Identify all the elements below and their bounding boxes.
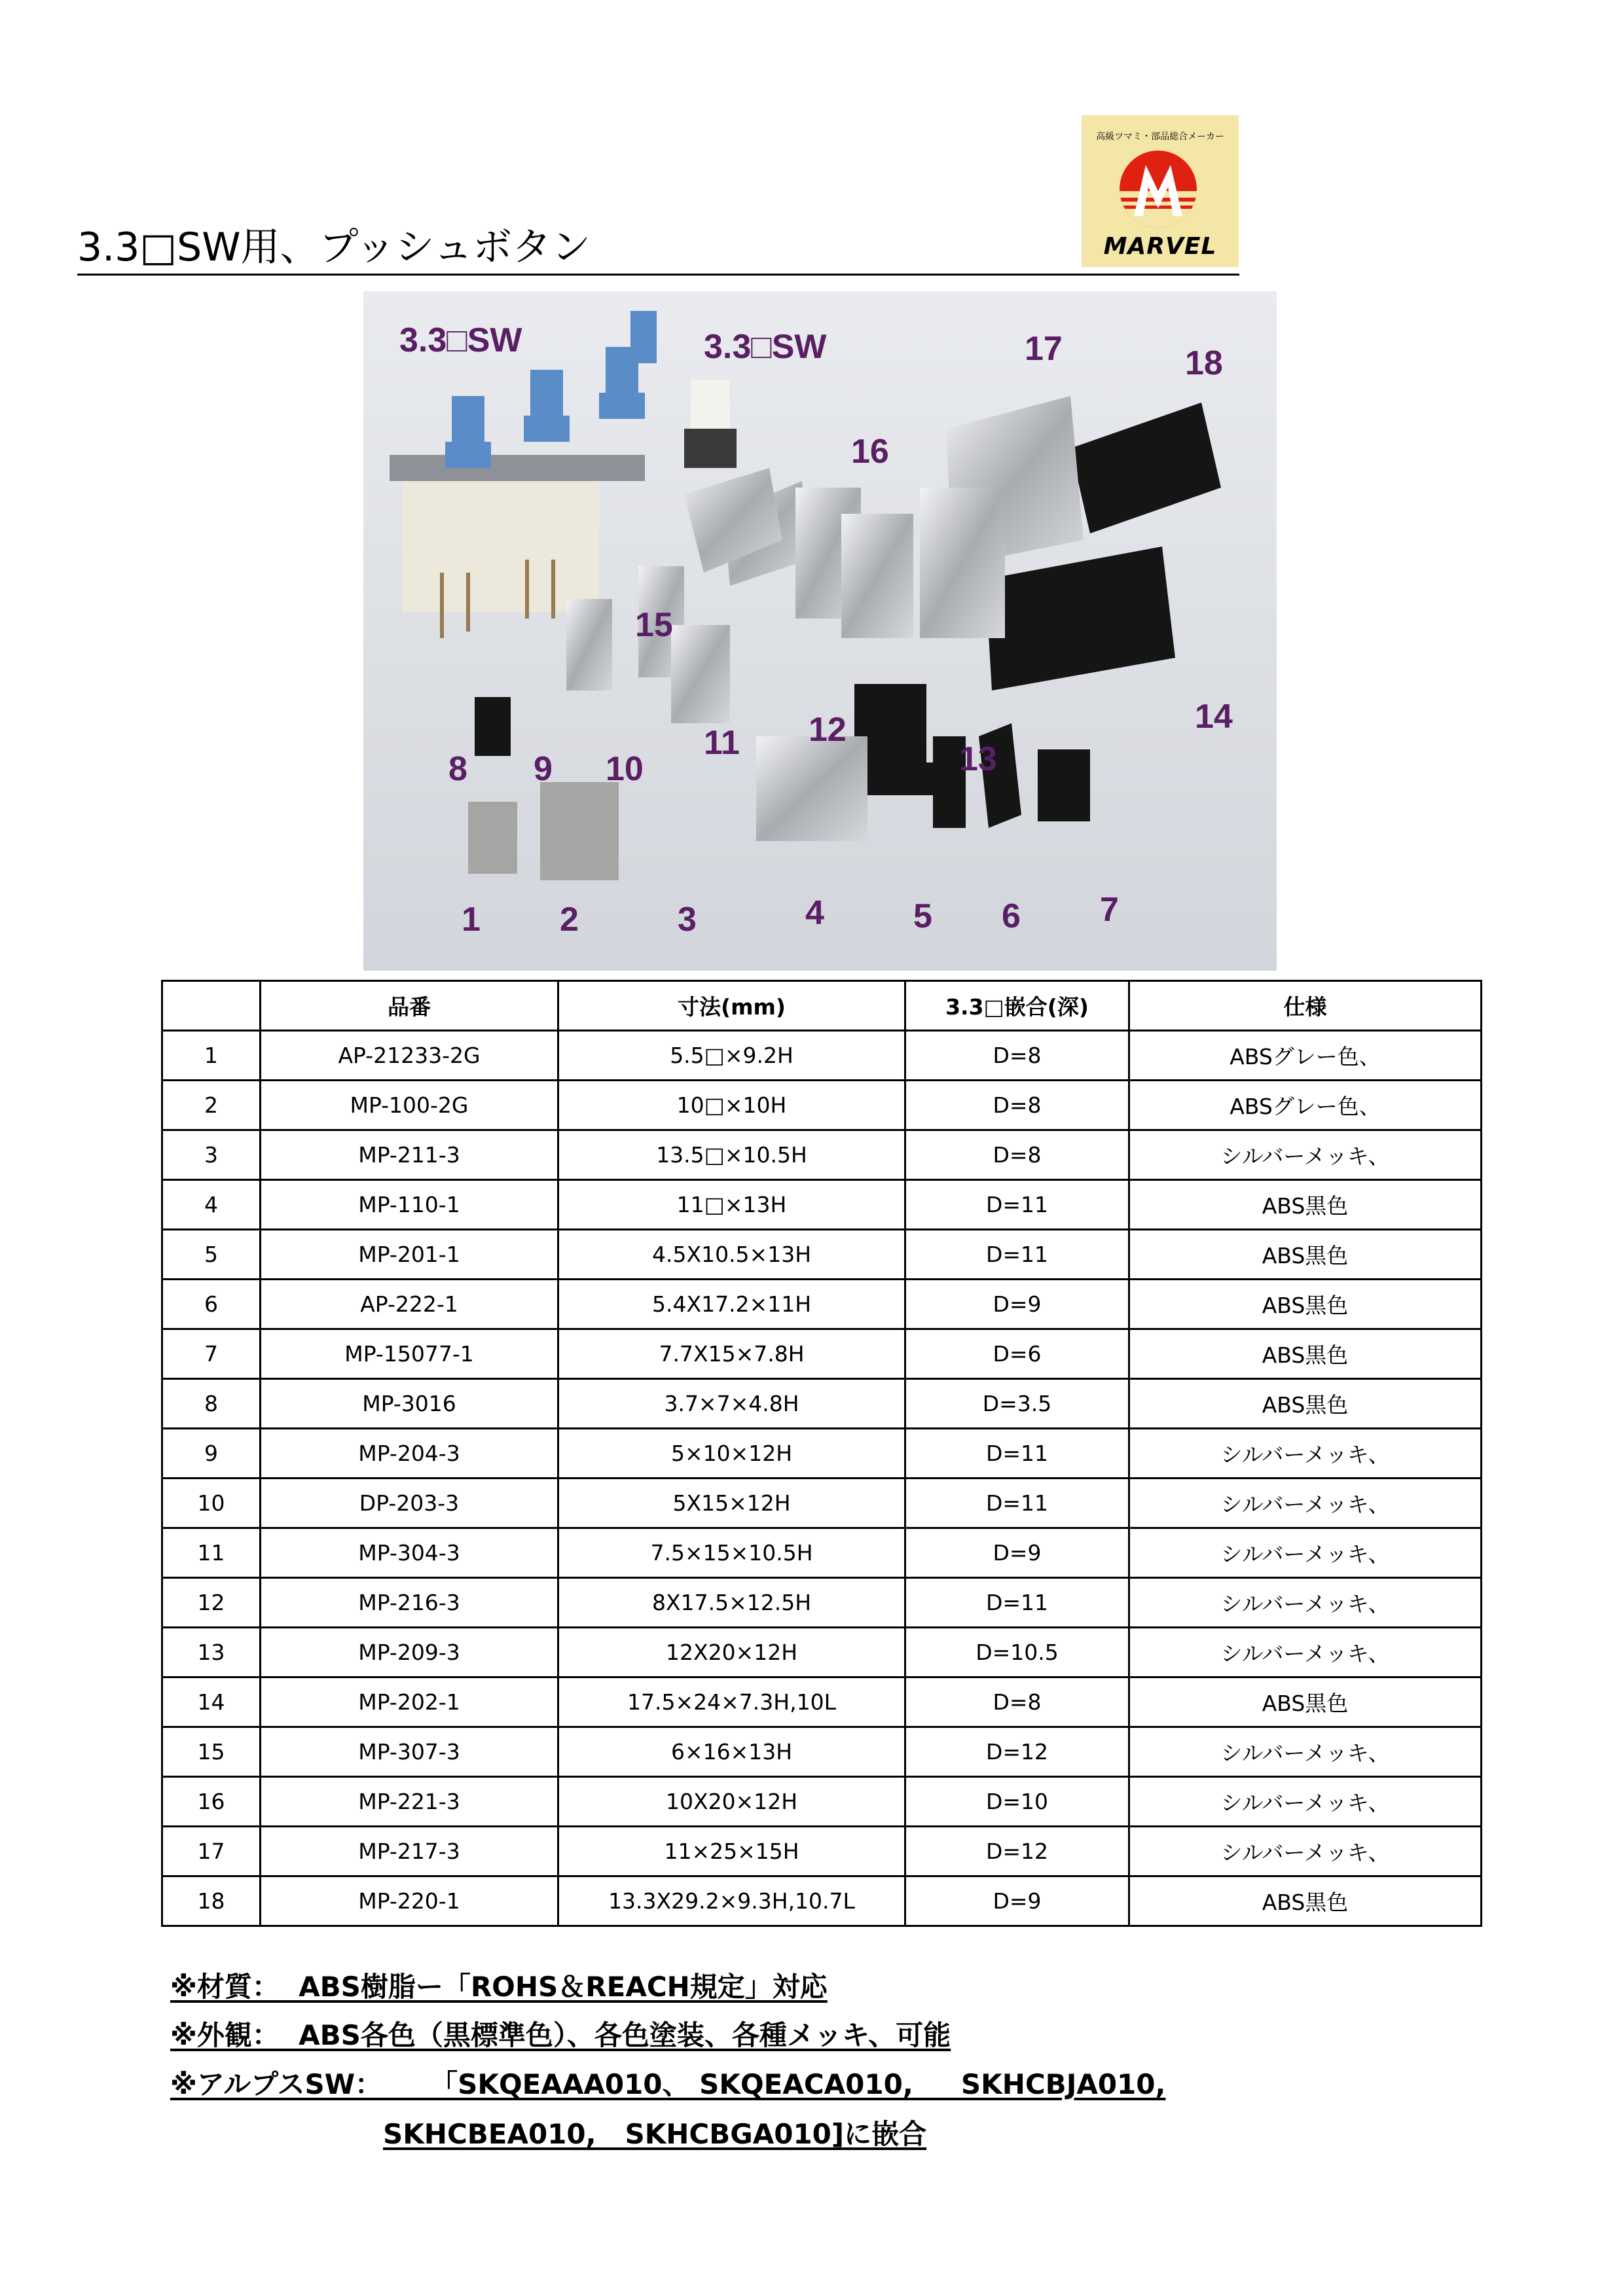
cell-spec: ABSグレー色、 [1129,1031,1482,1081]
cell-no: 18 [162,1876,261,1926]
cell-no: 5 [162,1230,261,1280]
table-row [162,1081,1482,1130]
label-5: 5 [913,897,932,935]
cell-fit-depth: D=8 [905,1081,1129,1130]
cell-fit-depth: D=11 [905,1479,1129,1528]
cell-fit-depth: D=11 [905,1180,1129,1230]
cell-spec: シルバーメッキ、 [1129,1130,1482,1180]
cell-dimensions: 5.4X17.2×11H [558,1280,905,1329]
cell-no: 7 [162,1329,261,1379]
cell-dimensions: 13.3X29.2×9.3H,10.7L [558,1876,905,1926]
cell-fit-depth: D=6 [905,1329,1129,1379]
cell-dimensions: 8X17.5×12.5H [558,1578,905,1628]
label-16: 16 [851,433,889,471]
cell-dimensions: 13.5□×10.5H [558,1130,905,1180]
cell-no: 1 [162,1031,261,1081]
cell-part-number: MP-15077-1 [261,1329,558,1379]
cell-spec: ABS黒色 [1129,1230,1482,1280]
cell-spec: ABS黒色 [1129,1329,1482,1379]
cell-spec: シルバーメッキ、 [1129,1628,1482,1677]
cell-dimensions: 7.7X15×7.8H [558,1329,905,1379]
cell-fit-depth: D=11 [905,1578,1129,1628]
cell-dimensions: 3.7×7×4.8H [558,1379,905,1429]
cell-fit-depth: D=10.5 [905,1628,1129,1677]
table-row [162,1130,1482,1180]
cell-part-number: MP-220-1 [261,1876,558,1926]
label-3: 3 [678,901,697,939]
header-no [162,981,261,1031]
cell-spec: シルバーメッキ、 [1129,1777,1482,1827]
table-row [162,1677,1482,1727]
cell-fit-depth: D=8 [905,1677,1129,1727]
label-8: 8 [448,750,467,788]
cell-spec: ABS黒色 [1129,1180,1482,1230]
cell-no: 6 [162,1280,261,1329]
label-1: 1 [462,901,481,939]
table-row [162,1031,1482,1081]
cell-no: 10 [162,1479,261,1528]
table-row [162,1727,1482,1777]
title-underline [77,274,1239,276]
label-13: 13 [959,740,997,778]
cell-part-number: MP-110-1 [261,1180,558,1230]
cell-fit-depth: D=12 [905,1827,1129,1876]
cell-fit-depth: D=8 [905,1031,1129,1081]
label-4: 4 [805,894,824,932]
table-row [162,1578,1482,1628]
label-14: 14 [1195,698,1233,736]
cell-part-number: DP-203-3 [261,1479,558,1528]
cell-part-number: MP-217-3 [261,1827,558,1876]
cell-no: 11 [162,1528,261,1578]
spec-table [161,980,1482,1927]
cell-part-number: MP-211-3 [261,1130,558,1180]
cell-no: 12 [162,1578,261,1628]
cell-spec: ABSグレー色、 [1129,1081,1482,1130]
cell-dimensions: 5×10×12H [558,1429,905,1479]
label-11: 11 [704,724,740,762]
logo-brand: MARVEL [1103,233,1217,260]
cell-no: 15 [162,1727,261,1777]
header-fit-depth: 3.3□嵌合(深) [905,981,1129,1031]
label-18: 18 [1185,344,1223,382]
cell-no: 17 [162,1827,261,1876]
cell-spec: シルバーメッキ、 [1129,1429,1482,1479]
cell-fit-depth: D=9 [905,1280,1129,1329]
cell-spec: ABS黒色 [1129,1677,1482,1727]
cell-part-number: MP-100-2G [261,1081,558,1130]
cell-fit-depth: D=3.5 [905,1379,1129,1429]
marvel-m-icon [1120,151,1197,228]
cell-no: 2 [162,1081,261,1130]
cell-part-number: MP-307-3 [261,1727,558,1777]
cell-dimensions: 4.5X10.5×13H [558,1230,905,1280]
label-17: 17 [1025,330,1063,368]
cell-part-number: MP-304-3 [261,1528,558,1578]
cell-spec: ABS黒色 [1129,1379,1482,1429]
label-sw-b: 3.3□SW [704,328,827,366]
marvel-logo [1082,115,1239,267]
cell-no: 13 [162,1628,261,1677]
cell-fit-depth: D=8 [905,1130,1129,1180]
cell-spec: ABS黒色 [1129,1280,1482,1329]
cell-dimensions: 6×16×13H [558,1727,905,1777]
cell-part-number: MP-209-3 [261,1628,558,1677]
header-dimensions: 寸法(mm) [558,981,905,1031]
cell-part-number: MP-201-1 [261,1230,558,1280]
cell-spec: シルバーメッキ、 [1129,1528,1482,1578]
cell-fit-depth: D=9 [905,1876,1129,1926]
table-row [162,1329,1482,1379]
cell-dimensions: 11×25×15H [558,1827,905,1876]
cell-no: 9 [162,1429,261,1479]
page-title: 3.3□SW用、プッシュボタン [77,224,591,270]
label-sw-a: 3.3□SW [399,321,522,359]
header-part-number: 品番 [261,981,558,1031]
table-row [162,1479,1482,1528]
table-body [162,1031,1482,1926]
cell-spec: シルバーメッキ、 [1129,1578,1482,1628]
note-material: ※材質： ABS樹脂ー「ROHS＆REACH規定」対応 [170,1971,828,2003]
label-6: 6 [1002,897,1021,935]
cell-no: 4 [162,1180,261,1230]
table-row [162,1528,1482,1578]
cell-part-number: MP-216-3 [261,1578,558,1628]
cell-fit-depth: D=11 [905,1230,1129,1280]
table-header-row [162,981,1482,1031]
label-10: 10 [606,750,644,788]
label-12: 12 [809,711,847,749]
cell-dimensions: 7.5×15×10.5H [558,1528,905,1578]
table-row [162,1777,1482,1827]
cell-part-number: MP-221-3 [261,1777,558,1827]
cell-dimensions: 5.5□×9.2H [558,1031,905,1081]
cell-no: 16 [162,1777,261,1827]
header-spec: 仕様 [1129,981,1482,1031]
cell-part-number: AP-222-1 [261,1280,558,1329]
table-row [162,1628,1482,1677]
cell-dimensions: 11□×13H [558,1180,905,1230]
cell-dimensions: 10X20×12H [558,1777,905,1827]
cell-dimensions: 10□×10H [558,1081,905,1130]
note-alps-line2: SKHCBEA010, SKHCBGA010]に嵌合 [383,2118,927,2150]
logo-tagline: 高級ツマミ・部品総合メーカー [1096,132,1224,142]
cell-no: 3 [162,1130,261,1180]
label-7: 7 [1100,891,1119,929]
note-appearance: ※外観： ABS各色（黒標準色）、各色塗装、各種メッキ、可能 [170,2019,951,2051]
cell-spec: ABS黒色 [1129,1876,1482,1926]
cell-part-number: MP-3016 [261,1379,558,1429]
table-row [162,1280,1482,1329]
cell-part-number: MP-204-3 [261,1429,558,1479]
label-2: 2 [560,901,579,939]
cell-spec: シルバーメッキ、 [1129,1727,1482,1777]
cell-dimensions: 5X15×12H [558,1479,905,1528]
table-row [162,1429,1482,1479]
table-row [162,1876,1482,1926]
cell-fit-depth: D=10 [905,1777,1129,1827]
label-15: 15 [635,606,673,644]
cell-no: 8 [162,1379,261,1429]
note-alps-line1: ※アルプスSW： 「SKQEAAA010、 SKQEACA010, SKHCBJA010, [170,2068,1166,2100]
cell-part-number: AP-21233-2G [261,1031,558,1081]
table-row [162,1379,1482,1429]
cell-no: 14 [162,1677,261,1727]
cell-fit-depth: D=12 [905,1727,1129,1777]
table-row [162,1827,1482,1876]
table-row [162,1180,1482,1230]
cell-fit-depth: D=9 [905,1528,1129,1578]
cell-dimensions: 12X20×12H [558,1628,905,1677]
label-9: 9 [534,750,553,788]
cell-part-number: MP-202-1 [261,1677,558,1727]
table-row [162,1230,1482,1280]
cell-spec: シルバーメッキ、 [1129,1479,1482,1528]
cell-spec: シルバーメッキ、 [1129,1827,1482,1876]
product-photo [363,291,1277,971]
cell-fit-depth: D=11 [905,1429,1129,1479]
cell-dimensions: 17.5×24×7.3H,10L [558,1677,905,1727]
